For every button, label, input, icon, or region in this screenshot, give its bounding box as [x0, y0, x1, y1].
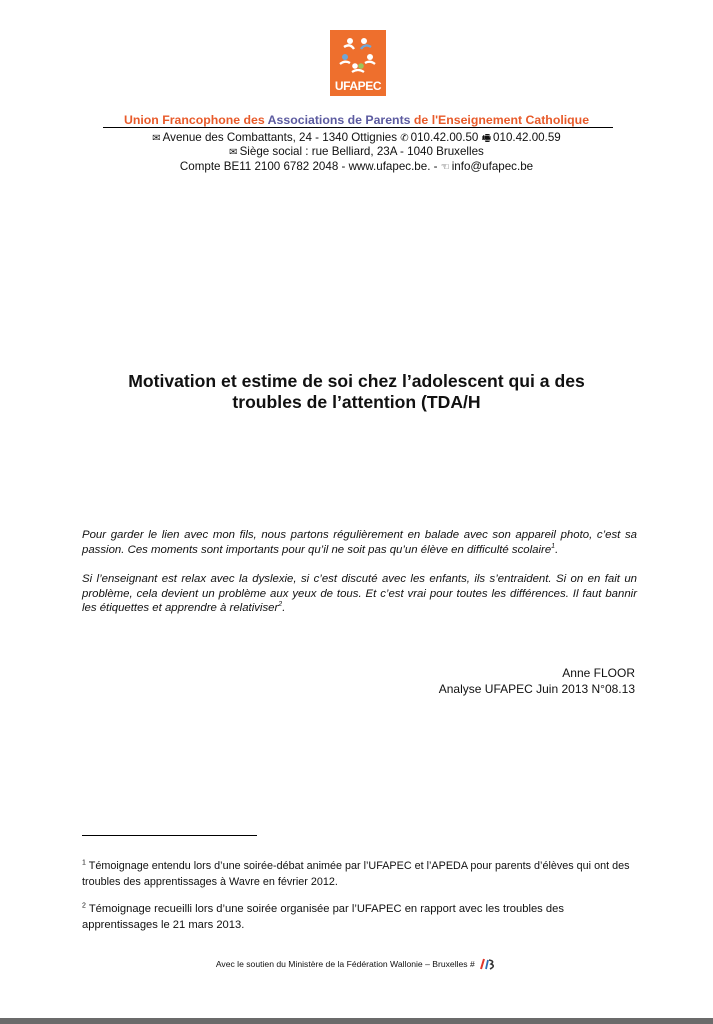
logo-figures-icon: [330, 30, 386, 80]
org-name-part1: Union Francophone des: [123, 113, 268, 127]
footnote-number: 1: [82, 859, 86, 867]
email-pointer-icon: ☜: [440, 162, 450, 173]
quote-tail: .: [282, 602, 286, 614]
header-divider: [103, 127, 613, 128]
footnote-2: [82, 902, 642, 933]
document-title: [60, 371, 653, 413]
siege-text: Siège social : rue Belliard, 23A - 1040 Bruxelles: [239, 145, 484, 158]
footnote-ref[interactable]: 1: [551, 542, 556, 550]
mail-icon: ✉: [229, 147, 238, 158]
footnote-text: Témoignage entendu lors d’une soirée-débat animée par l’UFAPEC et l’APEDA pour parents d’élèves qui ont des troubles des apprentissages à Wavre en février 2012.: [82, 860, 630, 888]
footnote-number: 2: [82, 902, 86, 910]
logo-text: UFAPEC: [334, 79, 382, 93]
federation-wallonie-bruxelles-logo: [479, 957, 497, 973]
account-line: [0, 160, 713, 173]
fax-number: 010.42.00.59: [493, 131, 561, 144]
author-name: Anne FLOOR: [562, 666, 635, 680]
footnote-text: Témoignage recueilli lors d’une soirée organisée par l’UFAPEC en rapport avec les troubles des apprentissages le 21 mars 2013.: [82, 903, 564, 931]
fax-icon: 🖷: [481, 133, 492, 144]
quote-tail: .: [555, 543, 559, 556]
organization-name: [0, 113, 713, 127]
sponsor-text: Avec le soutien du Ministère de la Fédération Wallonie – Bruxelles: [215, 959, 468, 969]
footnote-1: [82, 859, 642, 890]
sponsor-mark: #: [469, 959, 475, 969]
bottom-bar: [0, 1018, 713, 1024]
quote-text: Si l’enseignant est relax avec la dyslexie, si c’est discuté avec les enfants, ils s’entraident. Si on en fait un problème, cela devient un problème aux yeux de tous. Et c’est vrai pour toutes les différences. Il faut bannir les étiquettes et apprendre à relativiser: [82, 573, 637, 614]
footnote-ref[interactable]: 2: [278, 601, 283, 609]
quote-text: Pour garder le lien avec mon fils, nous partons régulièrement en balade avec son appareil photo, c’est sa passion. Ces moments sont importants pour qu’il ne soit pas qu’un élève en difficulté scolaire: [82, 529, 637, 556]
title-line-2: troubles de l’attention (TDA/H: [232, 392, 481, 412]
email-link[interactable]: info@ufapec.be: [451, 160, 534, 173]
analysis-reference: Analyse UFAPEC Juin 2013 N°08.13: [438, 682, 635, 696]
address-text: Avenue des Combattants, 24 - 1340 Ottignies: [162, 131, 398, 144]
quote-1: [82, 528, 637, 557]
ufapec-logo: [330, 30, 386, 96]
account-text: Compte BE11 2100 6782 2048 - www.ufapec.be. -: [179, 160, 438, 173]
quote-2: [82, 572, 637, 616]
title-line-1: Motivation et estime de soi chez l’adolescent qui a des: [128, 371, 585, 391]
mail-icon: ✉: [152, 133, 161, 144]
org-name-part2: Associations de Parents: [267, 113, 414, 127]
sponsor-line: [0, 957, 713, 973]
phone-number: 010.42.00.50: [410, 131, 479, 144]
phone-icon: ✆: [400, 133, 409, 144]
siege-line: [0, 145, 713, 158]
footnote-divider: [82, 835, 257, 836]
org-name-part3: de l'Enseignement Catholique: [413, 113, 590, 127]
